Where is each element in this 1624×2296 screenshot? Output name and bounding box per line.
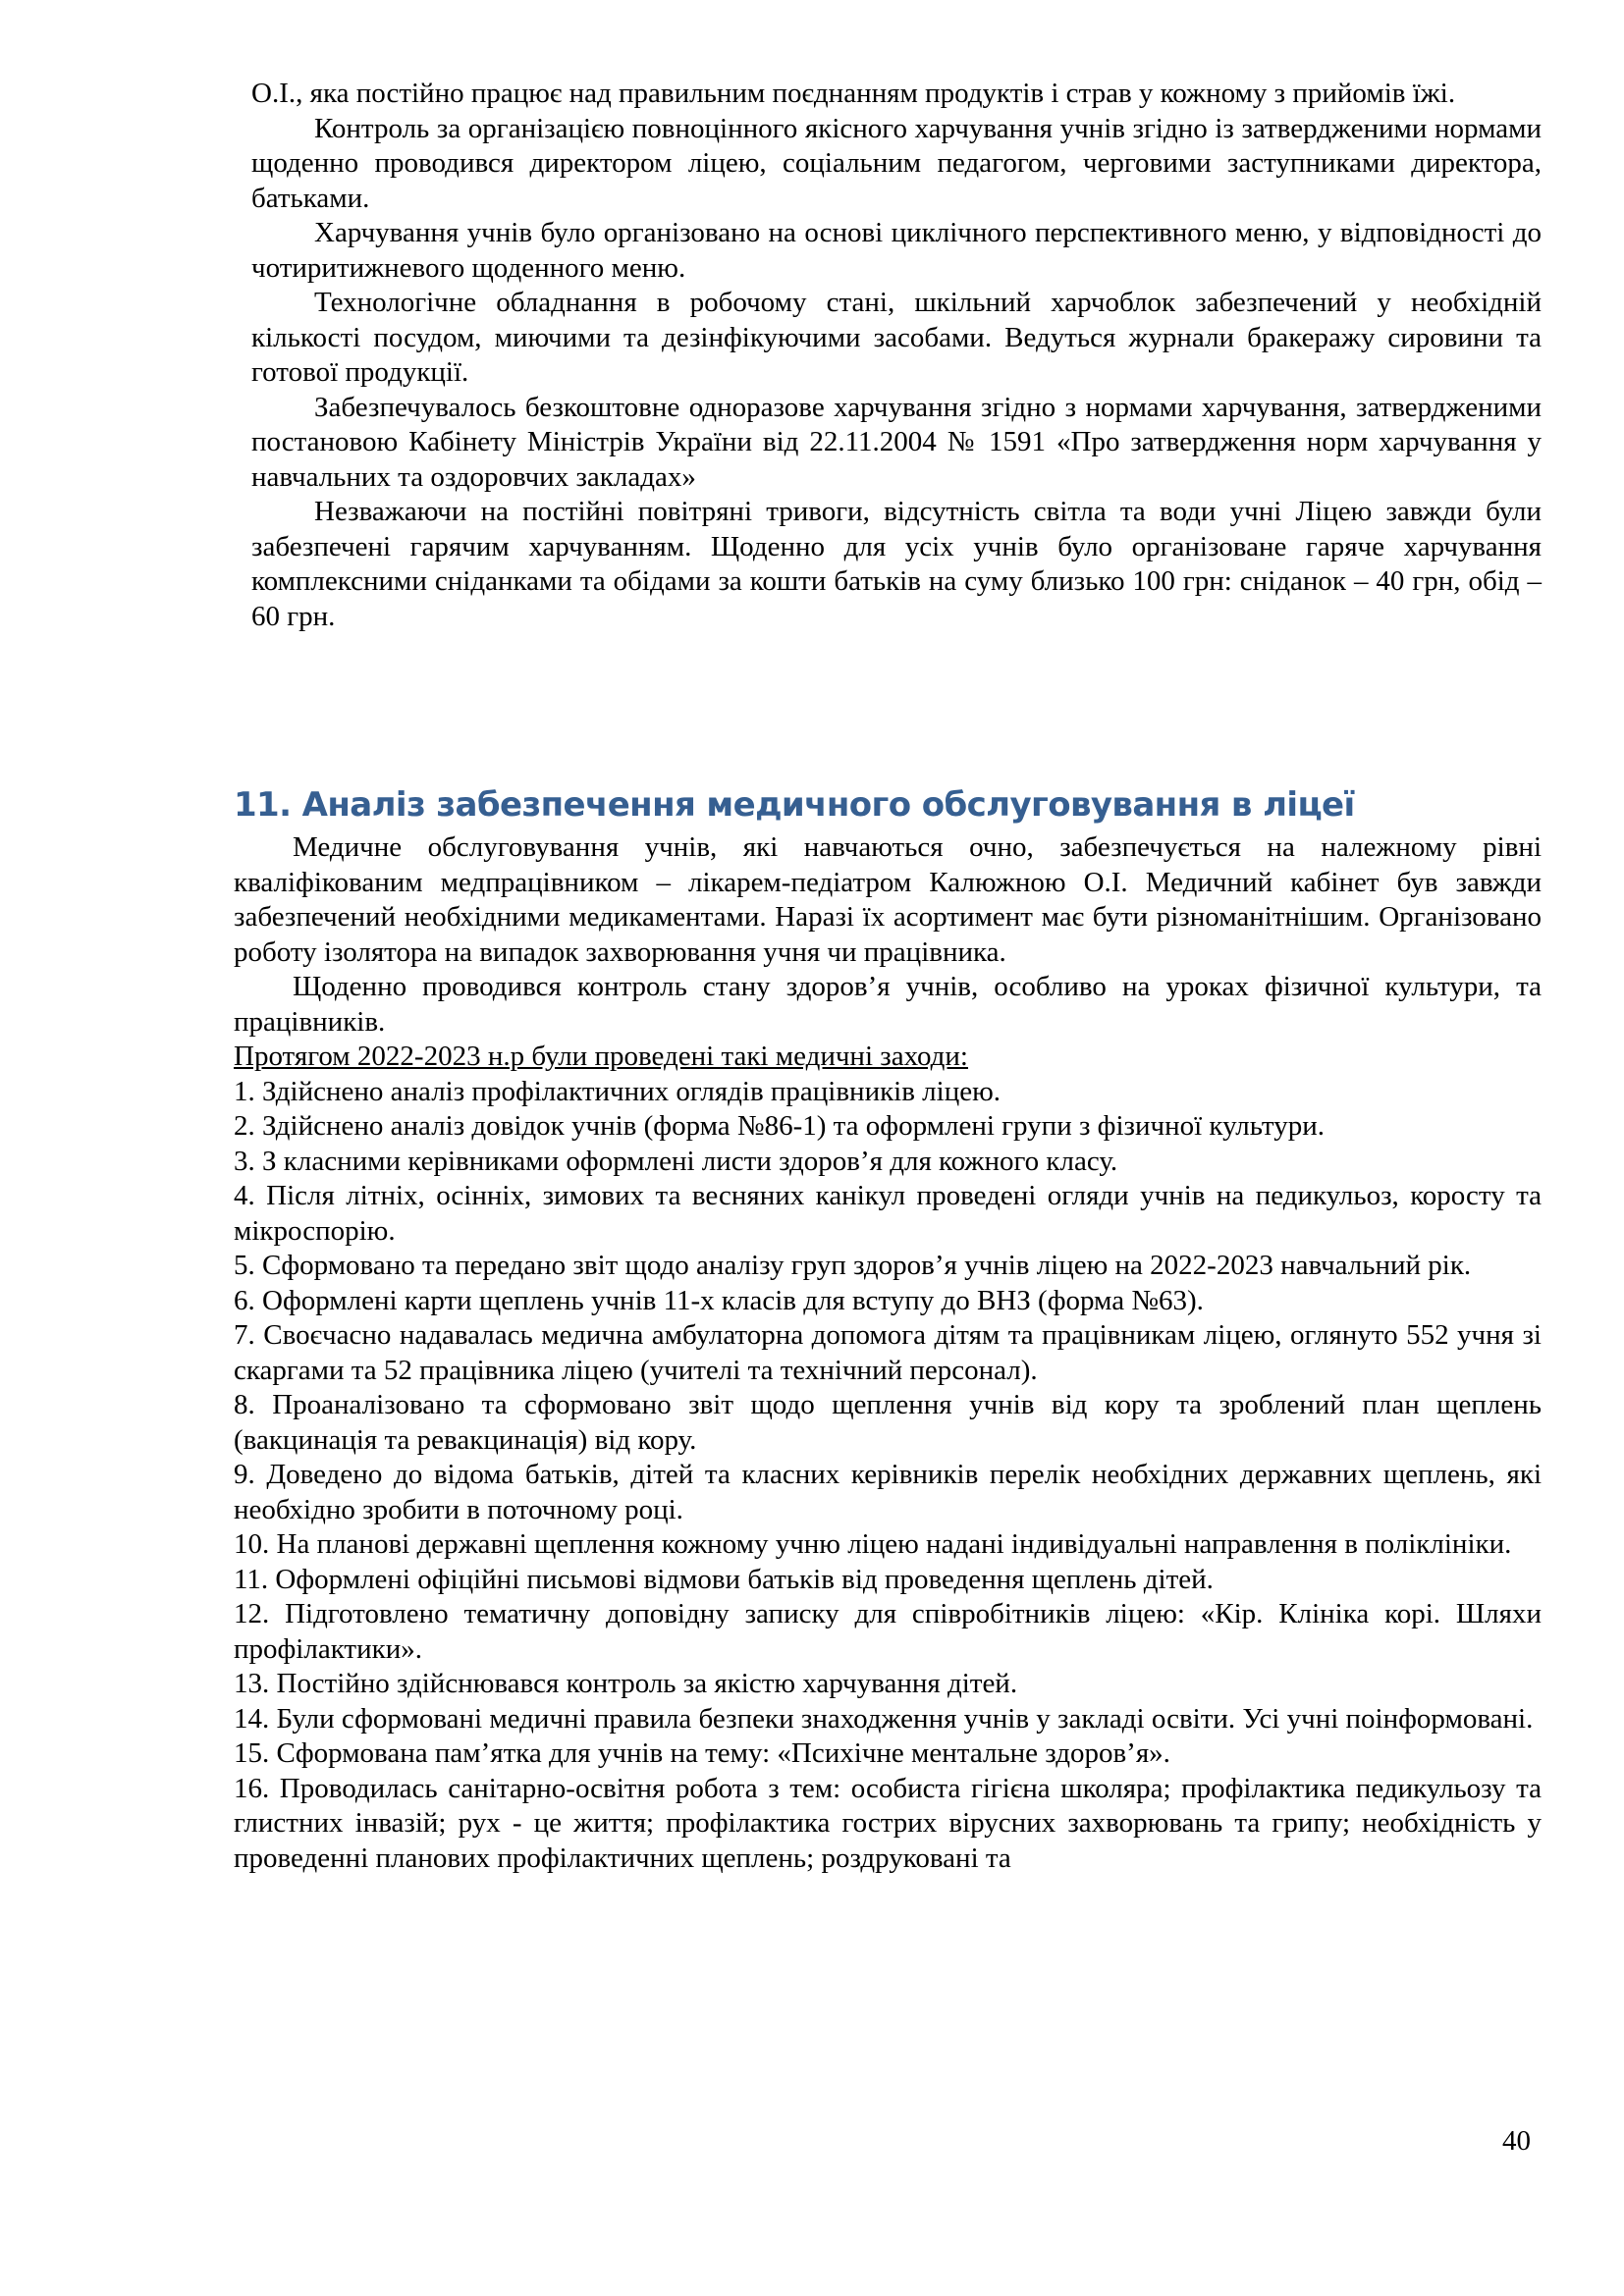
list-item: 12. Підготовлено тематичну доповідну записку для співробітників ліцею: «Кір. Клініка корі. Шляхи профілактики».	[234, 1598, 1542, 1665]
list-item: 14. Були сформовані медичні правила безпеки знаходження учнів у закладі освіти. Усі учні поінформовані.	[234, 1702, 1534, 1735]
paragraph-medical-service: Медичне обслуговування учнів, які навчаються очно, забезпечується на належному рівні кваліфікованим медпрацівником – лікарем-педіатром Калюжною О.І. Медичний кабінет був завжди забезпечений необхідними медикаментами. Наразі їх асортимент має бути різноманітнішим. Організовано роботу ізолятора на випадок захворювання учня чи працівника.	[234, 831, 1542, 968]
list-item: 6. Оформлені карти щеплень учнів 11-х класів для вступу до ВНЗ (форма №63).	[234, 1284, 1204, 1316]
paragraph-equipment: Технологічне обладнання в робочому стані, шкільний харчоблок забезпечений у необхідній кількості посудом, миючими та дезінфікуючими засобами. Ведуться журнали бракеражу сировини та готової продукції.	[251, 287, 1542, 388]
paragraph-hot-meals: Незважаючи на постійні повітряні тривоги, відсутність світла та води учні Ліцею завжди були забезпечені гарячим харчуванням. Щоденно для усіх учнів було організоване гаряче харчування комплексними сніданками та обідами за кошти батьків на суму близько 100 грн: сніданок – 40 грн, обід – 60 грн.	[251, 496, 1542, 632]
medical-measures-list	[234, 1075, 1542, 1877]
list-item: 2. Здійснено аналіз довідок учнів (форма №86-1) та оформлені групи з фізичної культури.	[234, 1110, 1325, 1142]
paragraph-meal-control: Контроль за організацією повноцінного якісного харчування учнів згідно із затвердженими нормами щоденно проводився директором ліцею, соціальним педагогом, черговими заступниками директора, батьками.	[251, 112, 1542, 214]
paragraph-menu: Харчування учнів було організовано на основі циклічного перспективного меню, у відповідності до чотиритижневого щоденного меню.	[251, 217, 1542, 284]
list-item: 4. Після літніх, осінніх, зимових та весняних канікул проведені огляди учнів на педикульоз, коросту та мікроспорію.	[234, 1180, 1542, 1247]
list-item: 15. Сформована пам’ятка для учнів на тему: «Психічне ментальне здоров’я».	[234, 1737, 1170, 1769]
paragraph-health-control: Щоденно проводився контроль стану здоров’я учнів, особливо на уроках фізичної культури, та працівників.	[234, 971, 1542, 1038]
paragraph-free-meals: Забезпечувалось безкоштовне одноразове харчування згідно з нормами харчування, затвердженими постановою Кабінету Міністрів України від 22.11.2004 № 1591 «Про затвердження норм харчування у навчальних та оздоровчих закладах»	[251, 391, 1542, 493]
list-item: 16. Проводилась санітарно-освітня робота з тем: особиста гігієна школяра; профілактика педикульозу та глистних інвазій; рух - це життя; профілактика гострих вірусних захворювань та грипу; необхідність у проведенні планових профілактичних щеплень; роздруковані та	[234, 1772, 1542, 1874]
list-item: 3. З класними керівниками оформлені листи здоров’я для кожного класу.	[234, 1145, 1118, 1177]
list-item: 10. На планові державні щеплення кожному учню ліцею надані індивідуальні направлення в поліклініки.	[234, 1528, 1512, 1560]
list-item: 9. Доведено до відома батьків, дітей та класних керівників перелік необхідних державних щеплень, які необхідно зробити в поточному році.	[234, 1459, 1542, 1525]
paragraph-meal-planning: О.І., яка постійно працює над правильним поєднанням продуктів і страв у кожному з прийомів їжі.	[251, 78, 1456, 109]
list-item: 1. Здійснено аналіз профілактичних оглядів працівників ліцею.	[234, 1075, 1001, 1107]
section-heading: 11. Аналіз забезпечення медичного обслуговування в ліцеї	[234, 785, 1355, 825]
list-item: 7. Своєчасно надавалась медична амбулаторна допомога дітям та працівникам ліцею, оглянуто 552 учня зі скаргами та 52 працівника ліцею (учителі та технічний персонал).	[234, 1319, 1542, 1386]
page-number: 40	[1502, 2125, 1531, 2157]
list-item: 8. Проаналізовано та сформовано звіт щодо щеплення учнів від кору та зроблений план щеплень (вакцинація та ревакцинація) від кору.	[234, 1389, 1542, 1456]
intro-text-block	[251, 77, 1542, 634]
list-heading: Протягом 2022-2023 н.р були проведені такі медичні заходи:	[234, 1041, 968, 1072]
list-item: 5. Сформовано та передано звіт щодо аналізу груп здоров’я учнів ліцею на 2022-2023 навчальний рік.	[234, 1250, 1472, 1281]
medical-section-body	[234, 830, 1542, 1876]
list-item: 13. Постійно здійснювався контроль за якістю харчування дітей.	[234, 1668, 1018, 1699]
list-item: 11. Оформлені офіційні письмові відмови батьків від проведення щеплень дітей.	[234, 1563, 1214, 1595]
